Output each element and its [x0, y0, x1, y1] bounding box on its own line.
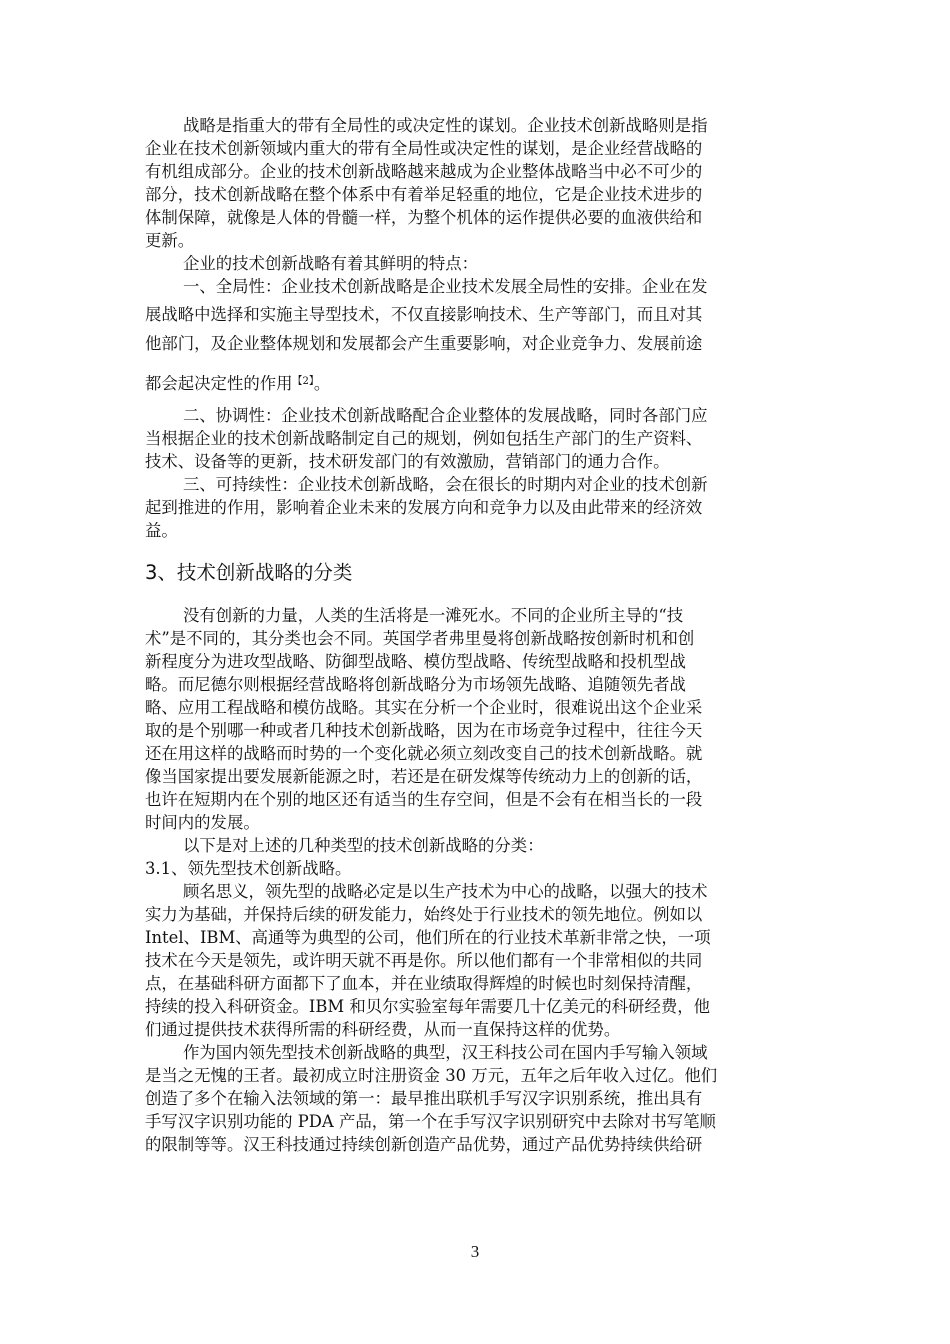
citation-reference: 【2】 [292, 376, 314, 387]
text-line: 他部门，及企业整体规划和发展都会产生重要影响，对企业竞争力、发展前途 [145, 334, 703, 353]
citation-line [145, 371, 330, 393]
text-line: 是当之无愧的王者。最初成立时注册资金 30 万元，五年之后年收入过亿。他们 [145, 1066, 718, 1085]
text-line: 的限制等等。汉王科技通过持续创新创造产品优势，通过产品优势持续供给研 [145, 1135, 703, 1154]
text-line: 们通过提供技术获得所需的科研经费，从而一直保持这样的优势。 [145, 1020, 621, 1039]
text-line: 像当国家提出要发展新能源之时，若还是在研发煤等传统动力上的创新的话， [145, 767, 703, 786]
section-heading: 3、技术创新战略的分类 [145, 561, 353, 584]
text-line: 没有创新的力量，人类的生活将是一滩死水。不同的企业所主导的“技 [183, 606, 684, 625]
text-line: 起到推进的作用，影响着企业未来的发展方向和竞争力以及由此带来的经济效 [145, 498, 703, 517]
text-line: 更新。 [145, 231, 195, 250]
text-line: 有机组成部分。企业的技术创新战略越来越成为企业整体战略当中必不可少的 [145, 162, 703, 181]
text-line: 一、全局性：企业技术创新战略是企业技术发展全局性的安排。企业在发 [183, 277, 708, 296]
text-line: 企业的技术创新战略有着其鲜明的特点： [183, 254, 479, 273]
text-line: 战略是指重大的带有全局性的或决定性的谋划。企业技术创新战略则是指 [183, 116, 708, 135]
subsection-heading: 3.1、领先型技术创新战略。 [145, 859, 352, 878]
text-line: 作为国内领先型技术创新战略的典型，汉王科技公司在国内手写输入领域 [183, 1043, 708, 1062]
text-line: 取的是个别哪一种或者几种技术创新战略，因为在市场竞争过程中，往往今天 [145, 721, 703, 740]
text-line: 创造了多个在输入法领域的第一：最早推出联机手写汉字识别系统，推出具有 [145, 1089, 703, 1108]
text-line: 三、可持续性：企业技术创新战略，会在很长的时期内对企业的技术创新 [183, 475, 708, 494]
text-line: Intel、IBM、高通等为典型的公司，他们所在的行业技术革新非常之快，一项 [145, 928, 711, 947]
page-number: 3 [470, 1242, 480, 1261]
text-line: 略。而尼德尔则根据经营战略将创新战略分为市场领先战略、追随领先者战 [145, 675, 686, 694]
text-line: 顾名思义，领先型的战略必定是以生产技术为中心的战略，以强大的技术 [183, 882, 708, 901]
text-line: 实力为基础，并保持后续的研发能力，始终处于行业技术的领先地位。例如以 [145, 905, 703, 924]
text-line: 还在用这样的战略而时势的一个变化就必须立刻改变自己的技术创新战略。就 [145, 744, 703, 763]
text-line: 持续的投入科研资金。IBM 和贝尔实验室每年需要几十亿美元的科研经费，他 [145, 997, 711, 1016]
text-line: 术”是不同的，其分类也会不同。英国学者弗里曼将创新战略按创新时机和创 [145, 629, 695, 648]
citation-text: 都会起决定性的作用 [145, 374, 293, 393]
text-line: 益。 [145, 521, 178, 540]
text-line: 点，在基础科研方面都下了血本，并在业绩取得辉煌的时候也时刻保持清醒， [145, 974, 703, 993]
text-line: 二、协调性：企业技术创新战略配合企业整体的发展战略，同时各部门应 [183, 406, 708, 425]
text-line: 展战略中选择和实施主导型技术，不仅直接影响技术、生产等部门，而且对其 [145, 305, 703, 324]
text-line: 也许在短期内在个别的地区还有适当的生存空间，但是不会有在相当长的一段 [145, 790, 703, 809]
text-line: 新程度分为进攻型战略、防御型战略、模仿型战略、传统型战略和投机型战 [145, 652, 686, 671]
text-line: 手写汉字识别功能的 PDA 产品，第一个在手写汉字识别研究中去除对书写笔顺 [145, 1112, 716, 1131]
text-line: 技术、设备等的更新，技术研发部门的有效激励，营销部门的通力合作。 [145, 452, 670, 471]
text-line: 当根据企业的技术创新战略制定自己的规划，例如包括生产部门的生产资料、 [145, 429, 703, 448]
text-line: 企业在技术创新领域内重大的带有全局性或决定性的谋划，是企业经营战略的 [145, 139, 703, 158]
citation-period: 。 [313, 374, 331, 393]
text-line: 略、应用工程战略和模仿战略。其实在分析一个企业时，很难说出这个企业采 [145, 698, 703, 717]
text-line: 时间内的发展。 [145, 813, 260, 832]
text-line: 体制保障，就像是人体的骨髓一样，为整个机体的运作提供必要的血液供给和 [145, 208, 703, 227]
text-line: 部分，技术创新战略在整个体系中有着举足轻重的地位，它是企业技术进步的 [145, 185, 703, 204]
text-line: 以下是对上述的几种类型的技术创新战略的分类： [183, 836, 544, 855]
text-line: 技术在今天是领先，或许明天就不再是你。所以他们都有一个非常相似的共同 [145, 951, 703, 970]
